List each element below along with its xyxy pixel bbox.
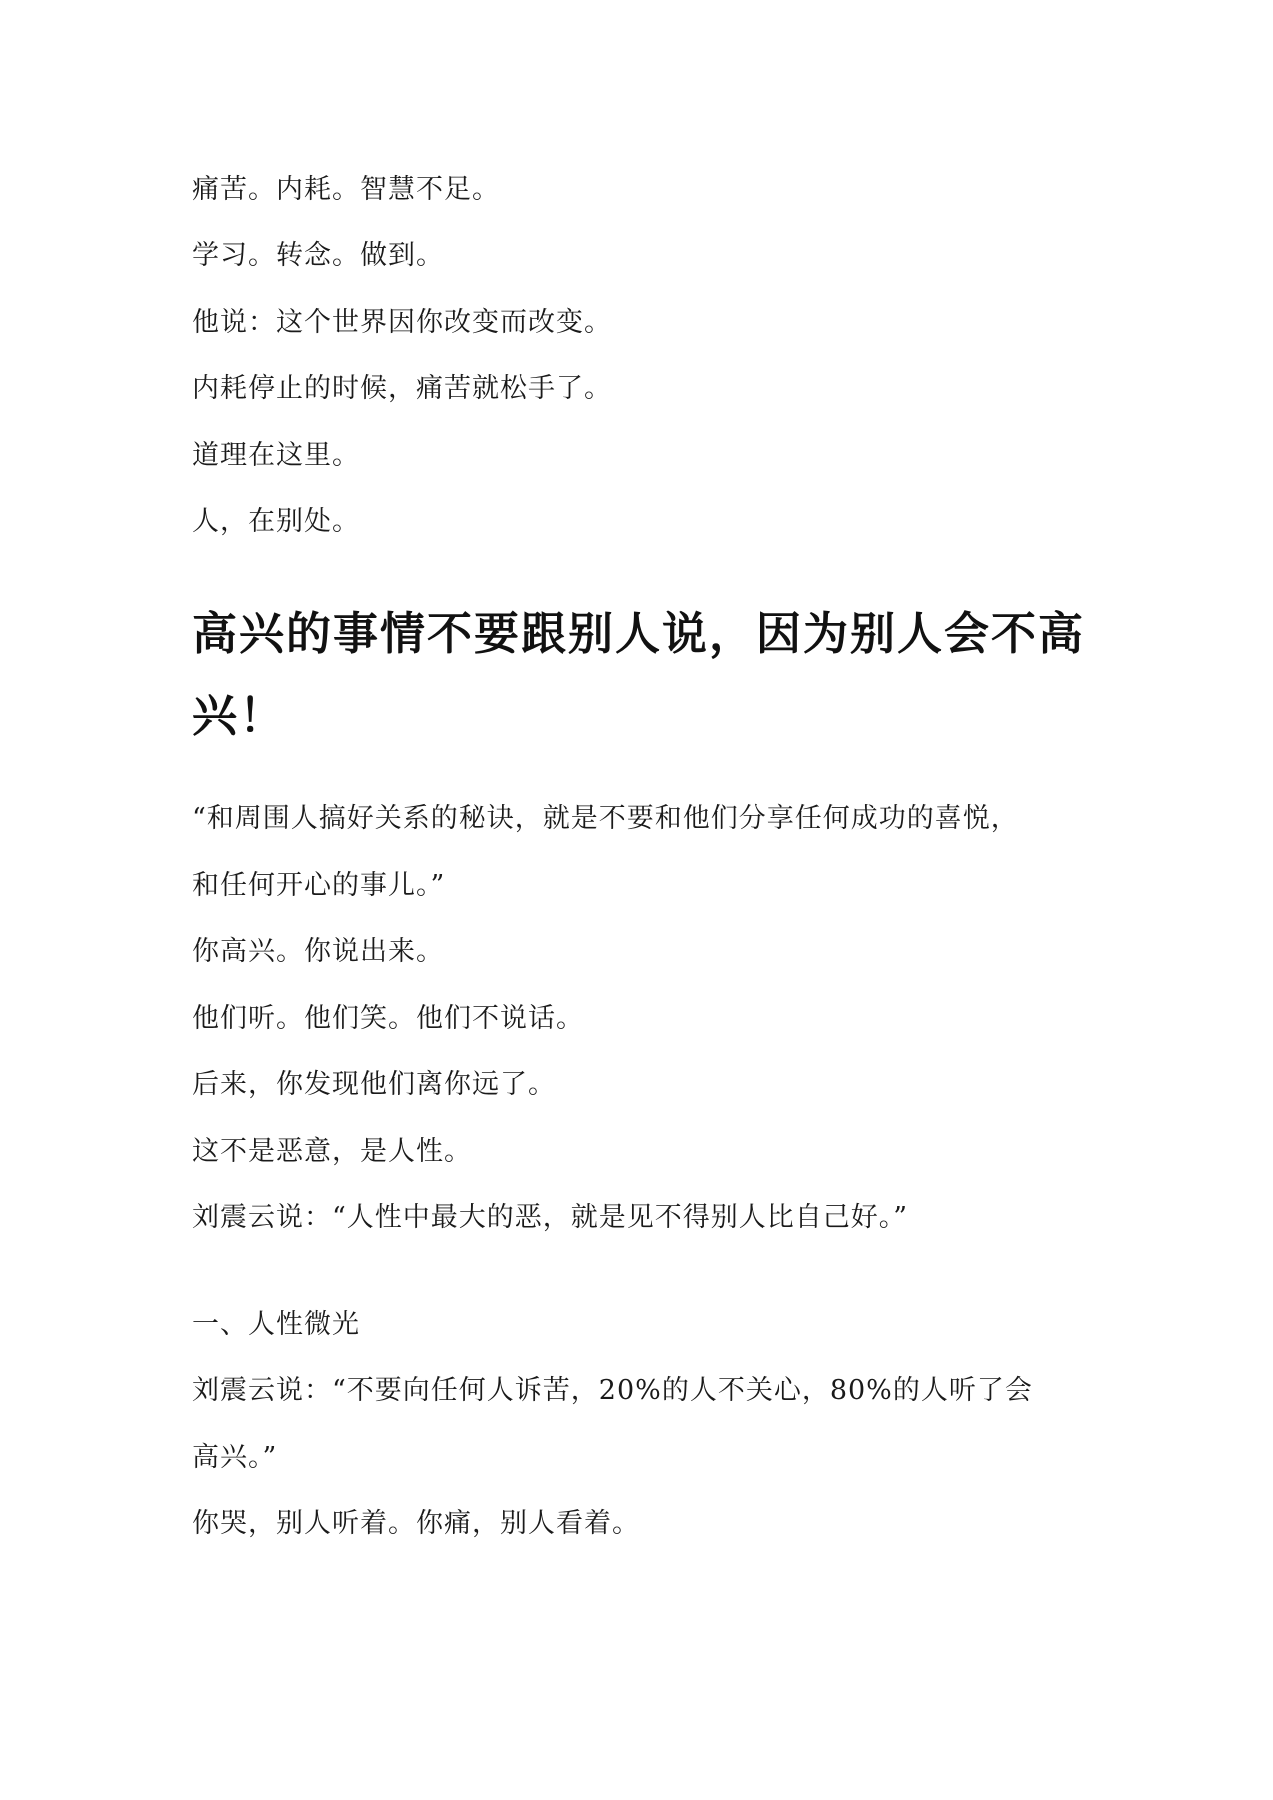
intro-line: 内耗停止的时候，痛苦就松手了。	[192, 373, 612, 404]
intro-line: 道理在这里。	[192, 440, 360, 471]
intro-line: 人，在别处。	[192, 506, 360, 537]
article-paragraph: 和任何开心的事儿。”	[192, 870, 446, 901]
intro-line: 痛苦。内耗。智慧不足。	[192, 174, 500, 205]
article-paragraph: 这不是恶意，是人性。	[192, 1136, 472, 1167]
article-paragraph: 你高兴。你说出来。	[192, 936, 444, 967]
article-title-line-1: 高兴的事情不要跟别人说，因为别人会不高	[192, 607, 1086, 660]
section-title: 一、人性微光	[192, 1309, 360, 1340]
intro-line: 他说：这个世界因你改变而改变。	[192, 307, 612, 338]
article-paragraph: 刘震云说：“人性中最大的恶，就是见不得别人比自己好。”	[192, 1202, 909, 1233]
section-line: 高兴。”	[192, 1442, 278, 1473]
article-paragraph: 他们听。他们笑。他们不说话。	[192, 1003, 584, 1034]
intro-line: 学习。转念。做到。	[192, 240, 444, 271]
section-line: 你哭，别人听着。你痛，别人看着。	[192, 1508, 640, 1539]
section-line: 刘震云说：“不要向任何人诉苦，20%的人不关心，80%的人听了会	[192, 1375, 1033, 1406]
article-paragraph: “和周围人搞好关系的秘诀，就是不要和他们分享任何成功的喜悦，	[192, 803, 1019, 834]
article-paragraph: 后来，你发现他们离你远了。	[192, 1069, 556, 1100]
article-title-line-2: 兴！	[192, 689, 287, 742]
